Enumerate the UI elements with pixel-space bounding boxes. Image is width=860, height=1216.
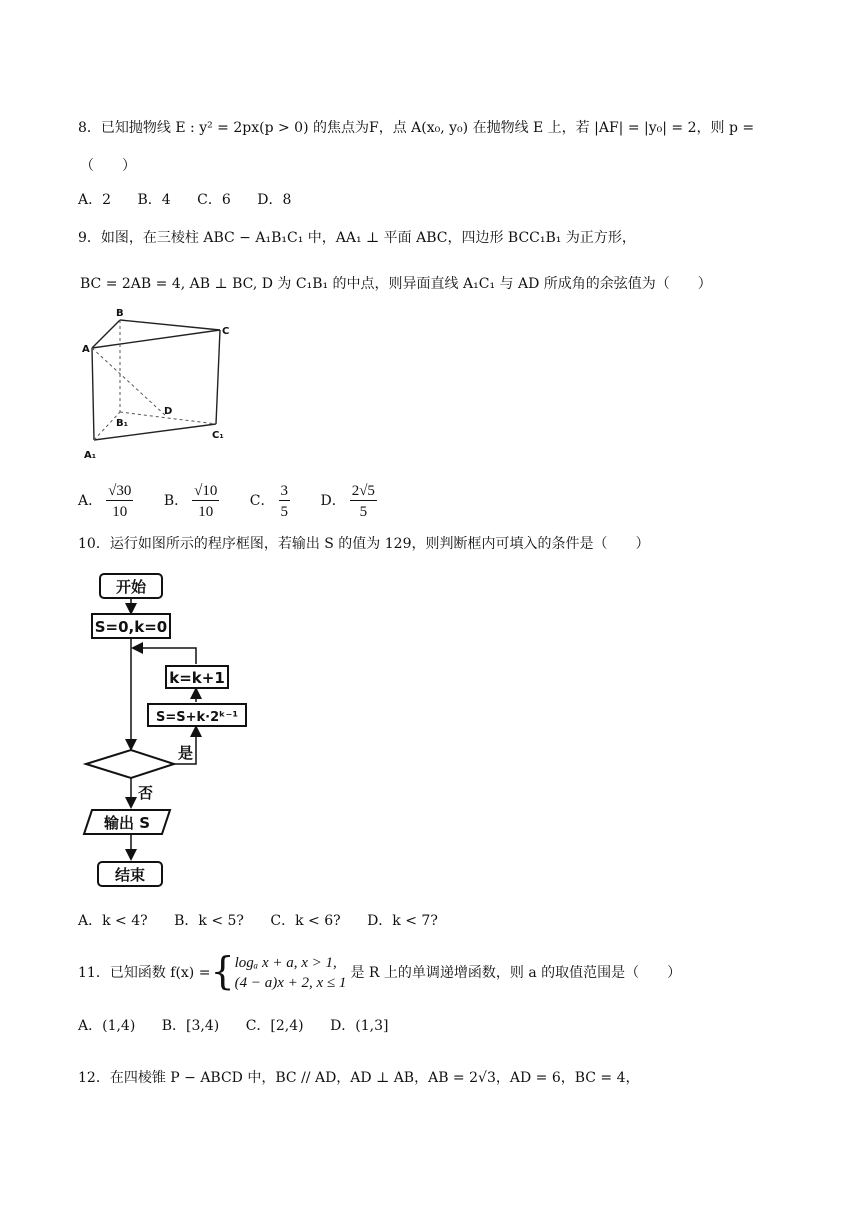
q9-option-c <box>249 482 299 520</box>
q9-option-d-frac <box>350 482 377 521</box>
flowchart <box>78 568 268 894</box>
label-c1: C₁ <box>212 430 224 441</box>
q11-piecewise <box>235 953 347 993</box>
q10-option-b: B．k < 5? <box>174 913 244 929</box>
flow-inc-text: k=k+1 <box>169 669 225 687</box>
q9-option-c-letter: C． <box>249 493 275 509</box>
q11-suffix: 是 R 上的单调递增函数，则 a 的取值范围是（ ） <box>350 965 682 981</box>
q8-stem: 8．已知抛物线 E : y² = 2px(p > 0) 的焦点为F，点 A(x₀, y₀) 在抛物线 E 上，若 |AF| = |y₀| = 2，则 p = <box>78 120 755 136</box>
q11-brace: { <box>210 949 235 993</box>
q9-stem-line2: BC = 2AB = 4, AB ⊥ BC, D 为 C₁B₁ 的中点，则异面直线 A₁C₁ 与 AD 所成角的余弦值为（ ） <box>80 276 712 292</box>
q12-stem: 12．在四棱锥 P − ABCD 中，BC // AD，AD ⊥ AB，AB = 2√3，AD = 6，BC = 4， <box>78 1070 640 1086</box>
flow-no-label: 否 <box>138 784 154 802</box>
q9-option-b-num: √10 <box>194 482 218 499</box>
q8-option-d: D．8 <box>257 192 292 208</box>
q9-option-a-frac <box>106 482 133 521</box>
q9-option-c-frac <box>279 482 291 521</box>
q9-option-c-den: 5 <box>280 503 289 520</box>
q9-option-d-num: 2√5 <box>351 482 375 499</box>
q11-prefix: 11．已知函数 f(x) = <box>78 965 211 981</box>
flow-yes-label: 是 <box>178 744 194 762</box>
q9-options <box>78 480 381 522</box>
flow-decision <box>86 750 174 778</box>
q11-case2: (4 − a)x + 2, x ≤ 1 <box>234 975 347 991</box>
q10-option-a: A．k < 4? <box>78 913 148 929</box>
q11-options <box>78 1016 410 1036</box>
q8-option-b: B．4 <box>137 192 171 208</box>
q9-option-b <box>163 482 228 520</box>
q9-option-a-num: √30 <box>108 482 132 499</box>
flow-init-text: S=0,k=0 <box>94 618 168 636</box>
q11-option-c: C．[2,4) <box>245 1018 304 1034</box>
q10-option-c: C．k < 6? <box>270 913 341 929</box>
q11-option-b: B．[3,4) <box>161 1018 220 1034</box>
label-a1: A₁ <box>84 450 97 461</box>
q10-stem: 10．运行如图所示的程序框图，若输出 S 的值为 129，则判断框内可填入的条件是（ ） <box>78 536 650 552</box>
q9-stem-line1: 9．如图，在三棱柱 ABC − A₁B₁C₁ 中，AA₁ ⊥ 平面 ABC，四边形 BCC₁B₁ 为正方形， <box>78 230 636 246</box>
q9-option-d-letter: D． <box>320 493 346 509</box>
label-b1: B₁ <box>116 418 129 429</box>
q11-option-a: A．(1,4) <box>78 1018 136 1034</box>
prism-figure <box>76 304 246 464</box>
q11-option-d: D．(1,3] <box>330 1018 389 1034</box>
q10-options <box>78 911 460 931</box>
q9-option-a-letter: A． <box>78 493 103 509</box>
label-d: D <box>164 406 173 417</box>
q9-option-d-den: 5 <box>359 503 368 520</box>
q9-option-a-den: 10 <box>112 503 128 520</box>
q8-answer-paren: （ ） <box>80 158 136 174</box>
q9-option-b-letter: B． <box>163 493 189 509</box>
label-c: C <box>222 326 230 337</box>
q8-options <box>78 190 313 210</box>
q11-case1: logₐ x + a, x > 1, <box>234 955 337 971</box>
flow-update-text: S=S+k·2ᵏ⁻¹ <box>155 710 239 725</box>
q11-stem <box>78 948 681 998</box>
q9-option-d <box>320 482 380 520</box>
q8-option-a: A．2 <box>78 192 112 208</box>
q8-option-c: C．6 <box>197 192 231 208</box>
q9-option-a <box>78 482 142 520</box>
label-b: B <box>116 308 124 319</box>
flow-end-text: 结束 <box>114 866 146 884</box>
q10-option-d: D．k < 7? <box>367 913 438 929</box>
q9-option-b-frac <box>192 482 219 521</box>
flow-start-text: 开始 <box>115 578 147 596</box>
q9-option-b-den: 10 <box>198 503 214 520</box>
label-a: A <box>82 344 90 355</box>
flow-output-text: 输出 S <box>103 814 151 832</box>
q9-option-c-num: 3 <box>280 482 289 499</box>
